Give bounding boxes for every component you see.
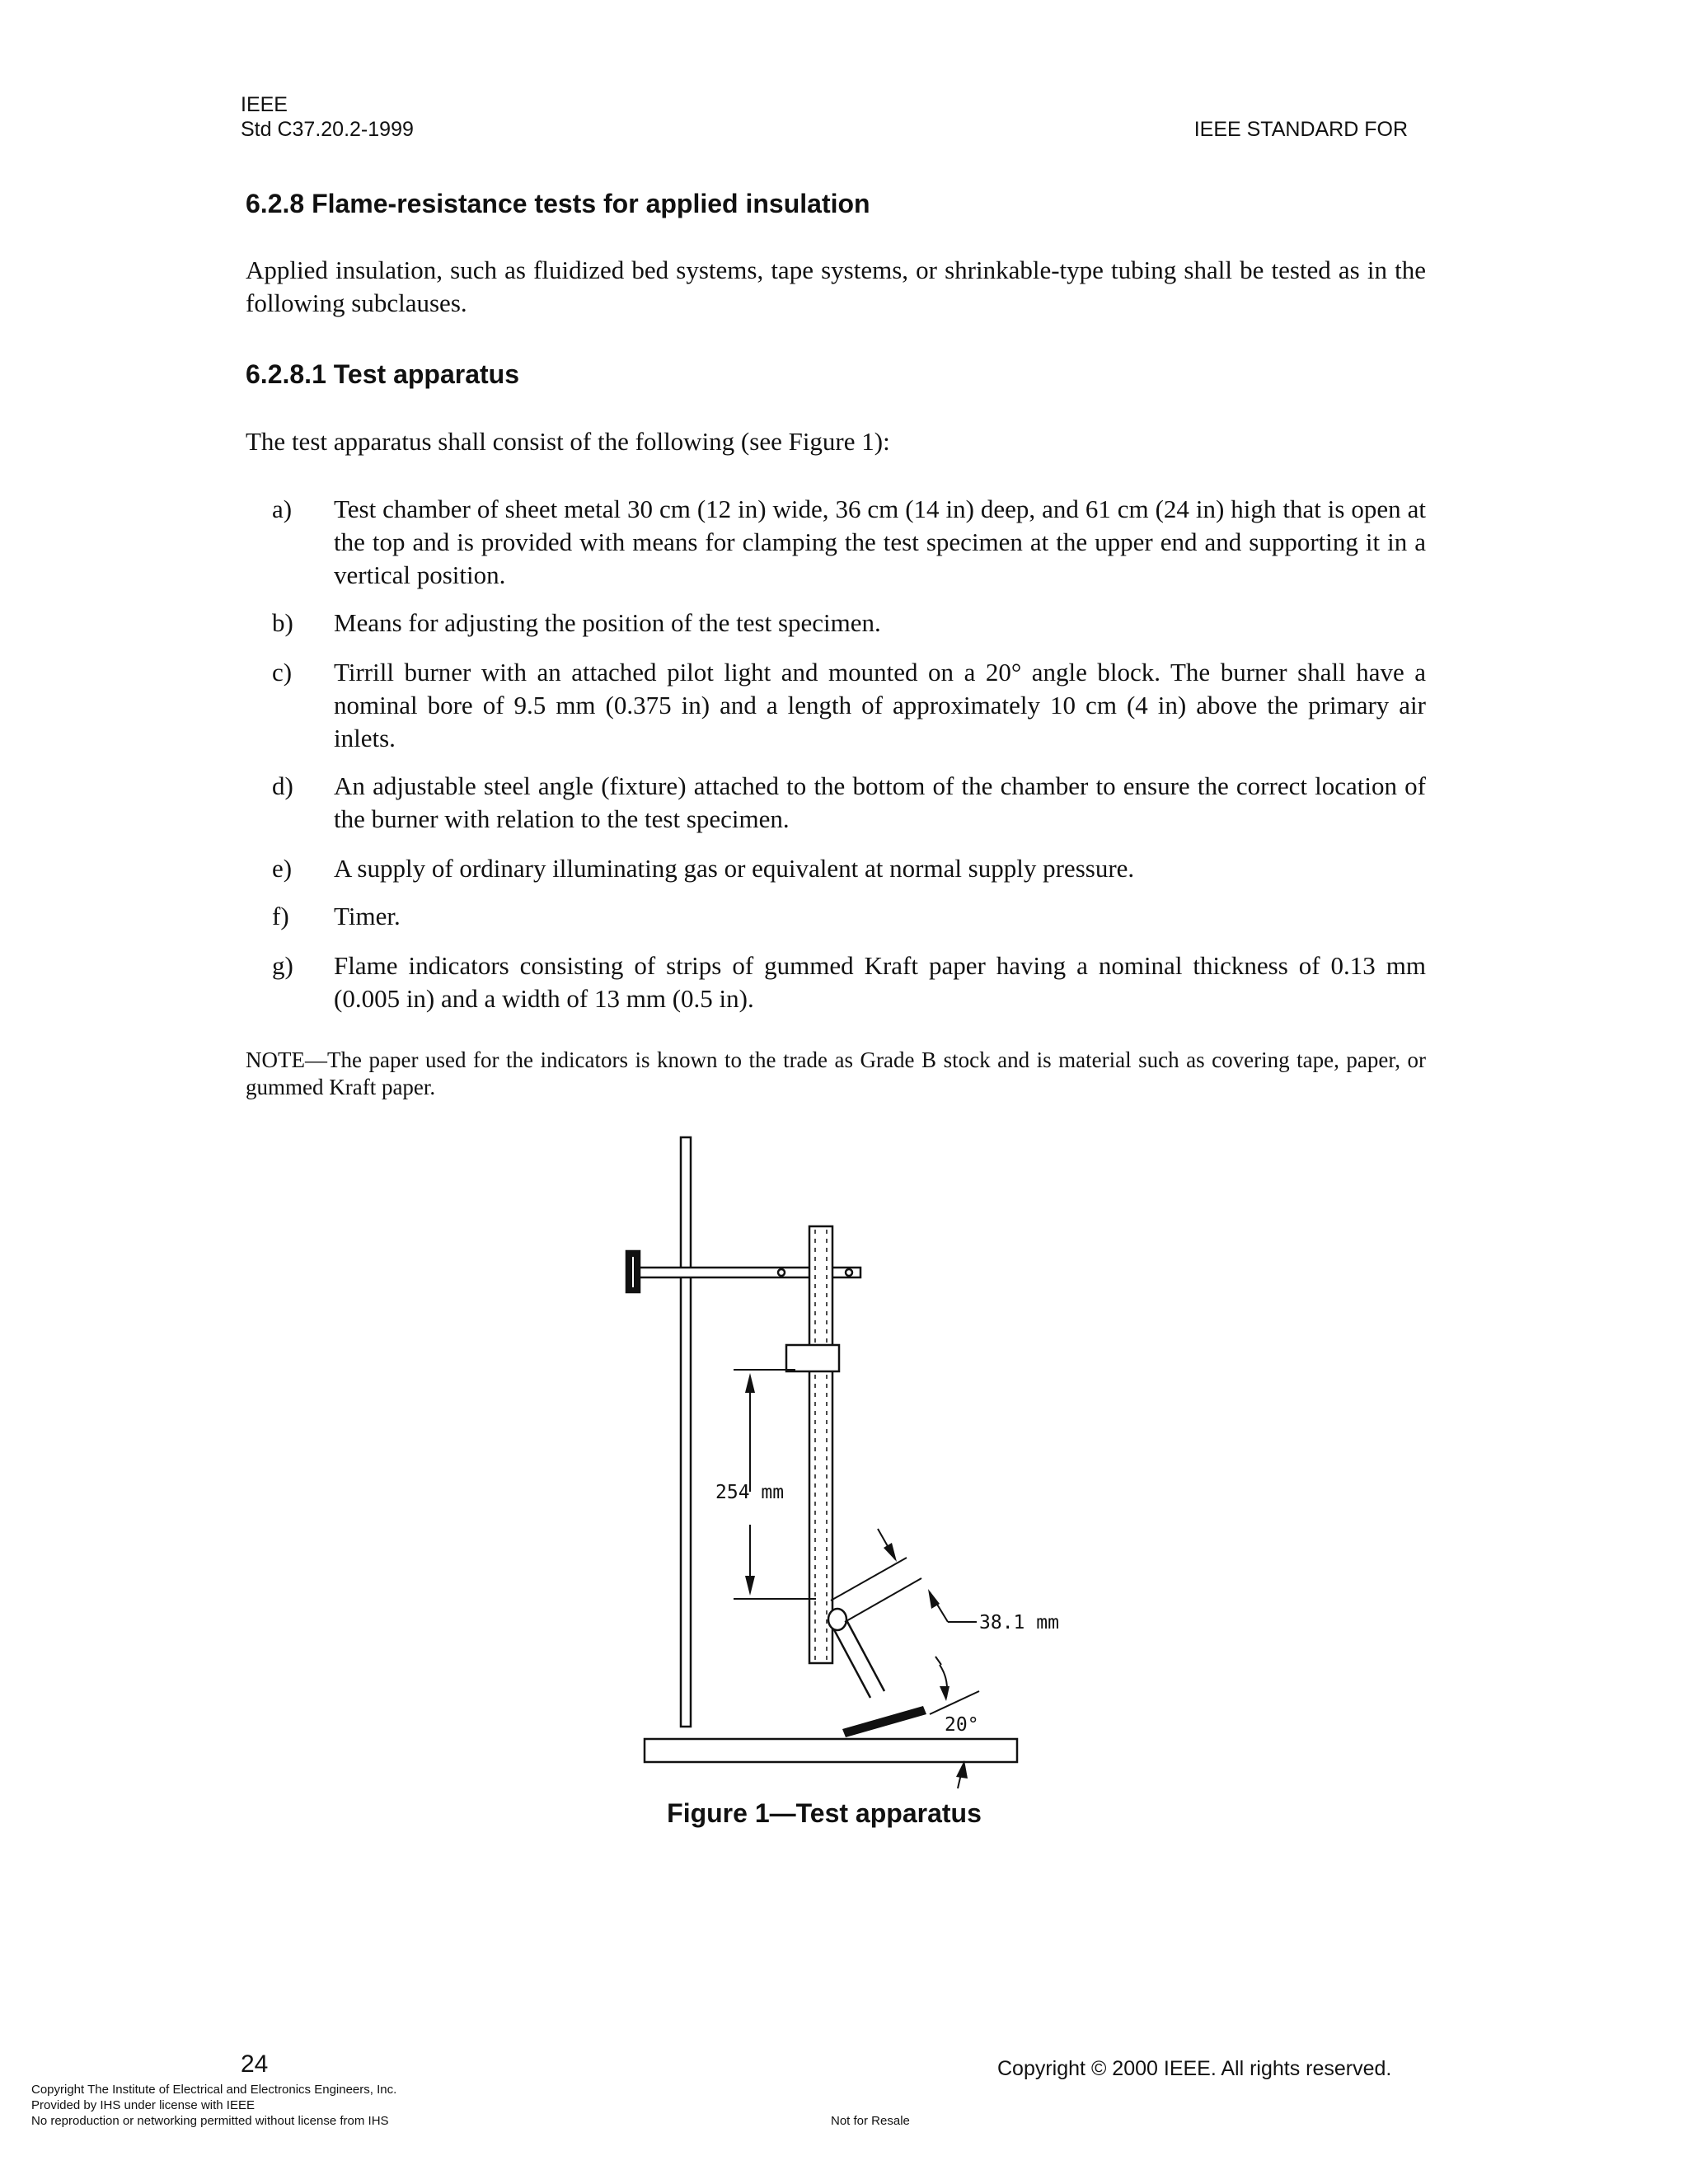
header-org: IEEE: [241, 93, 288, 116]
list-item-text: Means for adjusting the position of the test specimen.: [334, 608, 881, 637]
dimension-width-label: 38.1 mm: [979, 1612, 1059, 1633]
list-item-label: g): [272, 951, 293, 980]
license-notice: [31, 2082, 396, 2129]
burner-mouth: [828, 1609, 846, 1630]
arm-screw-right: [846, 1269, 852, 1276]
section-intro-paragraph: Applied insulation, such as fluidized bed systems, tape systems, or shrinkable-type tubing shall be tested as in the following subclauses.: [246, 255, 1426, 317]
list-item-label: b): [272, 608, 293, 637]
list-item-text: Test chamber of sheet metal 30 cm (12 in) wide, 36 cm (14 in) deep, and 61 cm (24 in) high that is open at the top and is provided with means for clamping the test specimen at the upper end and supporting it in a vertical position.: [334, 494, 1426, 589]
test-specimen: [809, 1226, 832, 1663]
list-item-text: Flame indicators consisting of strips of gummed Kraft paper having a nominal thickness of 0.13 mm (0.005 in) and a width of 13 mm (0.5 in).: [334, 951, 1426, 1013]
list-item-label: a): [272, 494, 293, 523]
apparatus-base: [645, 1739, 1017, 1762]
license-line-2: Provided by IHS under license with IEEE: [31, 2098, 255, 2112]
footer-copyright: Copyright © 2000 IEEE. All rights reserved.: [997, 2057, 1392, 2080]
stand-rod: [681, 1137, 691, 1727]
note-paragraph: NOTE—The paper used for the indicators is known to the trade as Grade B stock and is material such as covering tape, paper, or gummed Kraft paper.: [246, 1047, 1426, 1099]
list-item-text: An adjustable steel angle (fixture) attached to the bottom of the chamber to ensure the correct location of the burner with relation to the test specimen.: [334, 771, 1426, 833]
angle-reference-line: [930, 1691, 979, 1714]
subsection-heading: 6.2.8.1 Test apparatus: [246, 359, 519, 389]
running-header-left: [241, 92, 414, 142]
list-item-label: d): [272, 771, 293, 800]
not-for-resale: Not for Resale: [831, 2114, 910, 2128]
figure-caption: Figure 1—Test apparatus: [667, 1798, 982, 1828]
section-heading: 6.2.8 Flame-resistance tests for applied insulation: [246, 189, 870, 218]
arm-screw-left: [778, 1269, 785, 1276]
list-item-label: f): [272, 902, 289, 930]
license-line-1: Copyright The Institute of Electrical and Electronics Engineers, Inc.: [31, 2083, 397, 2097]
list-item-label: c): [272, 658, 293, 687]
header-right-title: IEEE STANDARD FOR: [1193, 118, 1408, 141]
list-item-text: Tirrill burner with an attached pilot light and mounted on a 20° angle block. The burner shall have a nominal bore of 9.5 mm (0.375 in) and a length of approximately 10 cm (4 in) above the primary air inlets.: [334, 658, 1426, 752]
list-item-text: A supply of ordinary illuminating gas or equivalent at normal supply pressure.: [334, 854, 1135, 883]
burner-tube-side-a: [831, 1624, 870, 1698]
list-item-text: Timer.: [334, 902, 401, 930]
list-item-label: e): [272, 854, 293, 883]
angle-block: [842, 1706, 926, 1737]
angle-label: 20°: [945, 1714, 979, 1736]
subsection-lead-paragraph: The test apparatus shall consist of the following (see Figure 1):: [246, 427, 890, 456]
test-apparatus-figure: [610, 1129, 1059, 1788]
dimension-height-label: 254 mm: [715, 1482, 785, 1503]
page-number: 24: [241, 2050, 269, 2078]
header-std-number: Std C37.20.2-1999: [241, 118, 414, 141]
specimen-clamp-block: [786, 1345, 839, 1371]
license-line-3: No reproduction or networking permitted without license from IHS: [31, 2114, 389, 2128]
